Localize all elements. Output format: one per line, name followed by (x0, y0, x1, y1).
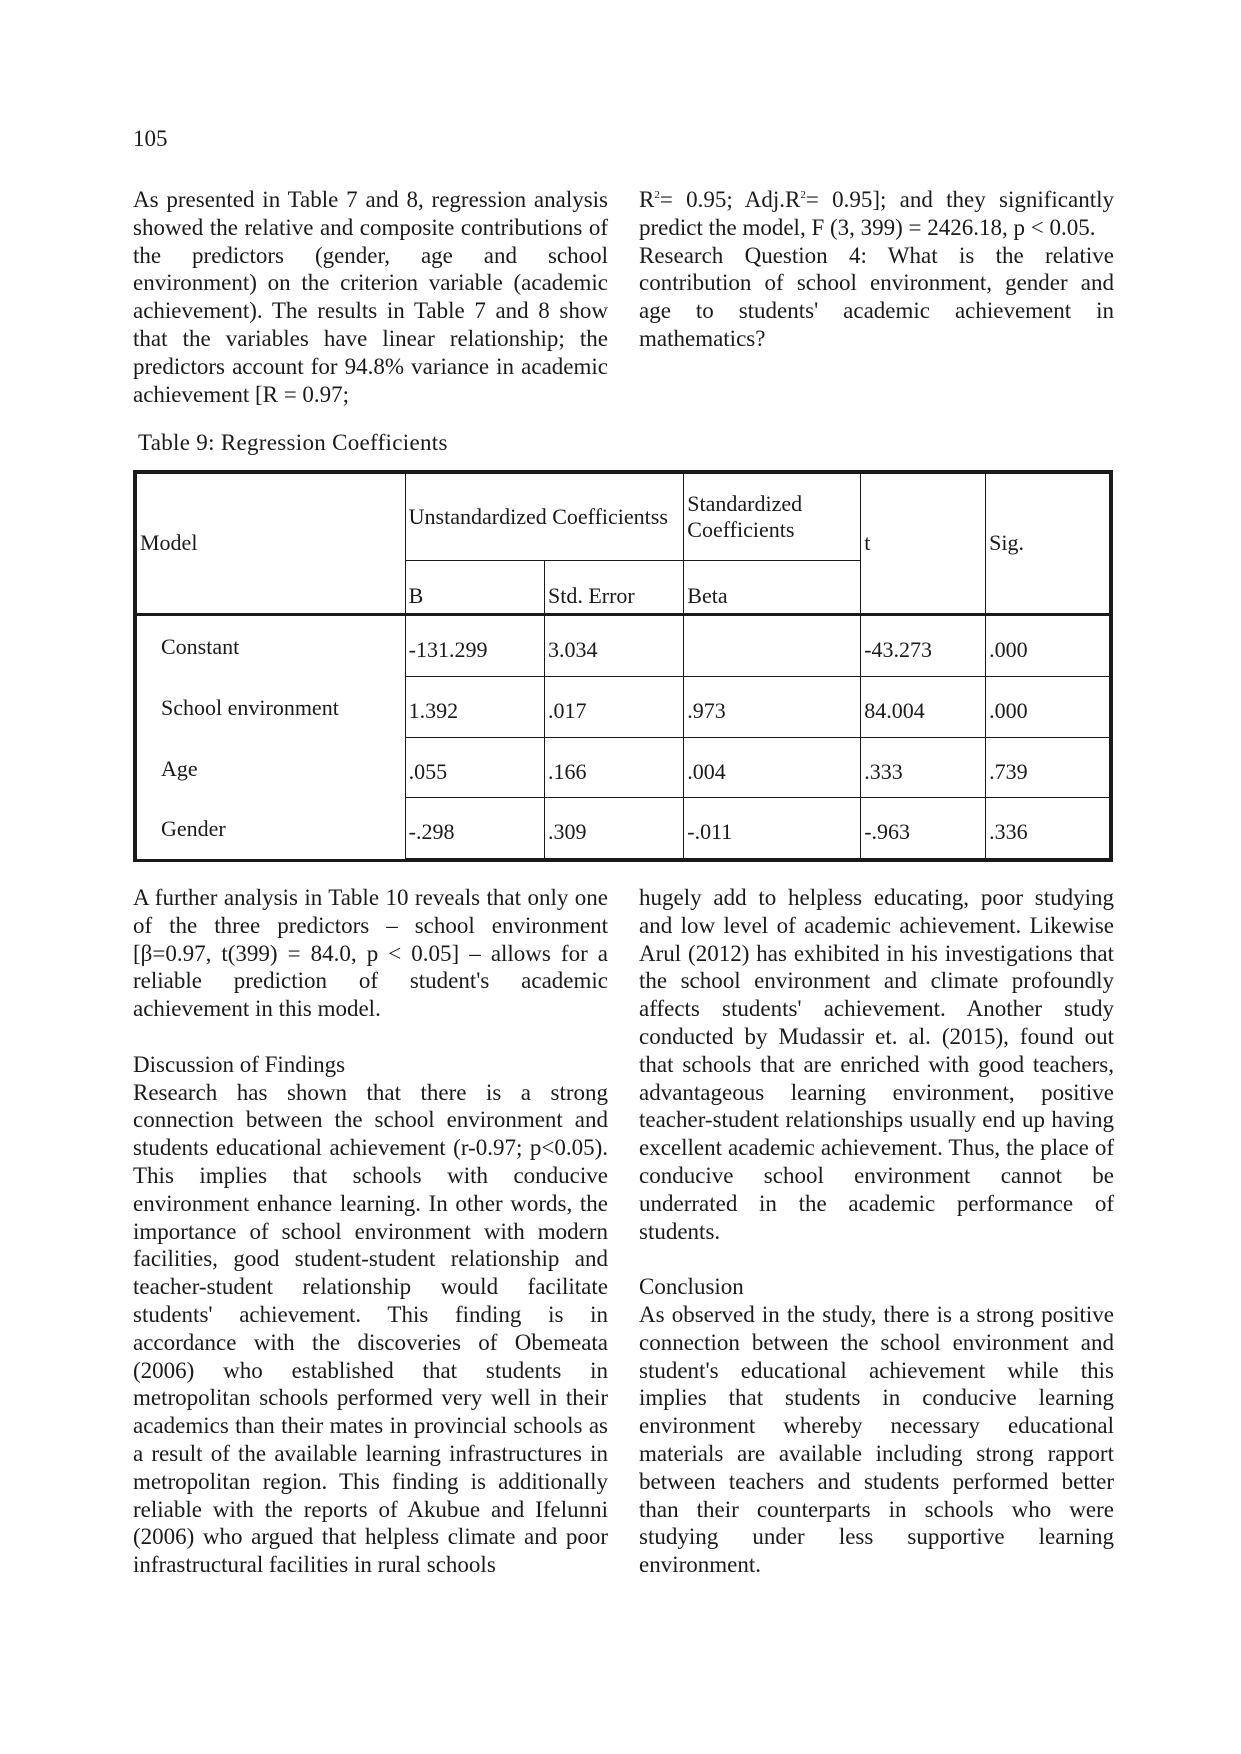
cell-beta: .973 (684, 677, 861, 738)
bottom-left-column (133, 884, 608, 1579)
research-question: Research Question 4: What is the relative contribution of school environment, gender and age to students' academic achievement in mathematics? (639, 242, 1114, 351)
table-row (137, 798, 1110, 859)
bottom-right-column (639, 884, 1114, 1579)
page-number: 105 (133, 126, 168, 151)
cell-sig: .000 (986, 615, 1110, 677)
cell-se: .309 (544, 798, 683, 859)
cell-t: -43.273 (861, 615, 986, 677)
top-left-column (133, 186, 608, 408)
cell-b: -.298 (405, 798, 544, 859)
header-std-error: Std. Error (544, 561, 683, 615)
cell-b: .055 (405, 737, 544, 798)
row-label: Gender (137, 798, 406, 859)
superscript: 2 (654, 189, 660, 201)
header-beta: Beta (684, 561, 861, 615)
cell-se: .017 (544, 677, 683, 738)
cell-t: -.963 (861, 798, 986, 859)
table-row (137, 737, 1110, 798)
cell-t: .333 (861, 737, 986, 798)
paragraph: A further analysis in Table 10 reveals that only one of the three predictors – school environment [β=0.97, t(399) = 84.0, p < 0.05] – allows for a reliable prediction of student's academic achievement in this model. (133, 885, 608, 1022)
cell-beta: -.011 (684, 798, 861, 859)
table-caption: Table 9: Regression Coefficients (138, 430, 448, 455)
section-heading-conclusion: Conclusion (639, 1274, 744, 1300)
cell-b: 1.392 (405, 677, 544, 738)
table-row (137, 677, 1110, 738)
table-row (137, 615, 1110, 677)
row-label: Constant (137, 615, 406, 677)
cell-beta (684, 615, 861, 677)
superscript: 2 (800, 189, 806, 201)
header-t: t (861, 474, 986, 615)
cell-beta: .004 (684, 737, 861, 798)
header-unstandardized: Unstandardized Coefficientss (405, 474, 684, 561)
regression-table (133, 470, 1113, 862)
row-label: Age (137, 737, 406, 798)
cell-se: 3.034 (544, 615, 683, 677)
cell-sig: .336 (986, 798, 1110, 859)
paragraph: Research has shown that there is a strong connection between the school environment and students educational achievement (r-0.97; p<0.05). This implies that schools with conducive environment enhance learning. In other words, the importance of school environment with modern facilities, good student-student relationship and teacher-student relationship would facilitate students' achievement. This finding is in accordance with the discoveries of Obemeata (2006) who established that students in metropolitan schools performed very well in their academics than their mates in provincial schools as a result of the available learning infrastructures in metropolitan region. This finding is additionally reliable with the reports of Akubue and Ifelunni (2006) who argued that helpless climate and poor infrastructural facilities in rural schools (133, 1079, 608, 1578)
cell-t: 84.004 (861, 677, 986, 738)
cell-sig: .739 (986, 737, 1110, 798)
cell-se: .166 (544, 737, 683, 798)
header-model: Model (137, 474, 406, 615)
paragraph (639, 186, 1114, 242)
header-b: B (405, 561, 544, 615)
paragraph: hugely add to helpless educating, poor studying and low level of academic achievement. Likewise Arul (2012) has exhibited in his investigations that the school environment and climate profoundly affects students' achievement. Another study conducted by Mudassir et. al. (2015), found out that schools that are enriched with good teachers, advantageous learning environment, positive teacher-student relationships usually end up having excellent academic achievement. Thus, the place of conducive school environment cannot be underrated in the academic performance of students. (639, 885, 1114, 1244)
r2-prefix: R (639, 187, 655, 212)
cell-b: -131.299 (405, 615, 544, 677)
header-standardized: Standardized Coefficients (684, 474, 861, 561)
r2-rest: = 0.95]; and they significantly predict the model, F (3, 399) = 2426.18, p < 0.05. (639, 187, 1115, 240)
row-label: School environment (137, 677, 406, 738)
section-heading-discussion: Discussion of Findings (133, 1051, 346, 1077)
r2-mid: = 0.95; Adj.R (659, 187, 801, 212)
paragraph: As observed in the study, there is a strong positive connection between the school environment and student's educational achievement while this implies that students in conducive learning environment whereby necessary educational materials are available including strong rapport between teachers and students performed better than their counterparts in schools who were studying under less supportive learning environment. (639, 1301, 1114, 1578)
top-right-column (639, 186, 1114, 353)
cell-sig: .000 (986, 677, 1110, 738)
paragraph: As presented in Table 7 and 8, regression analysis showed the relative and composite contributions of the predictors (gender, age and school environment) on the criterion variable (academic achievement). The results in Table 7 and 8 show that the variables have linear relationship; the predictors account for 94.8% variance in academic achievement [R = 0.97; (133, 187, 608, 407)
header-sig: Sig. (986, 474, 1110, 615)
